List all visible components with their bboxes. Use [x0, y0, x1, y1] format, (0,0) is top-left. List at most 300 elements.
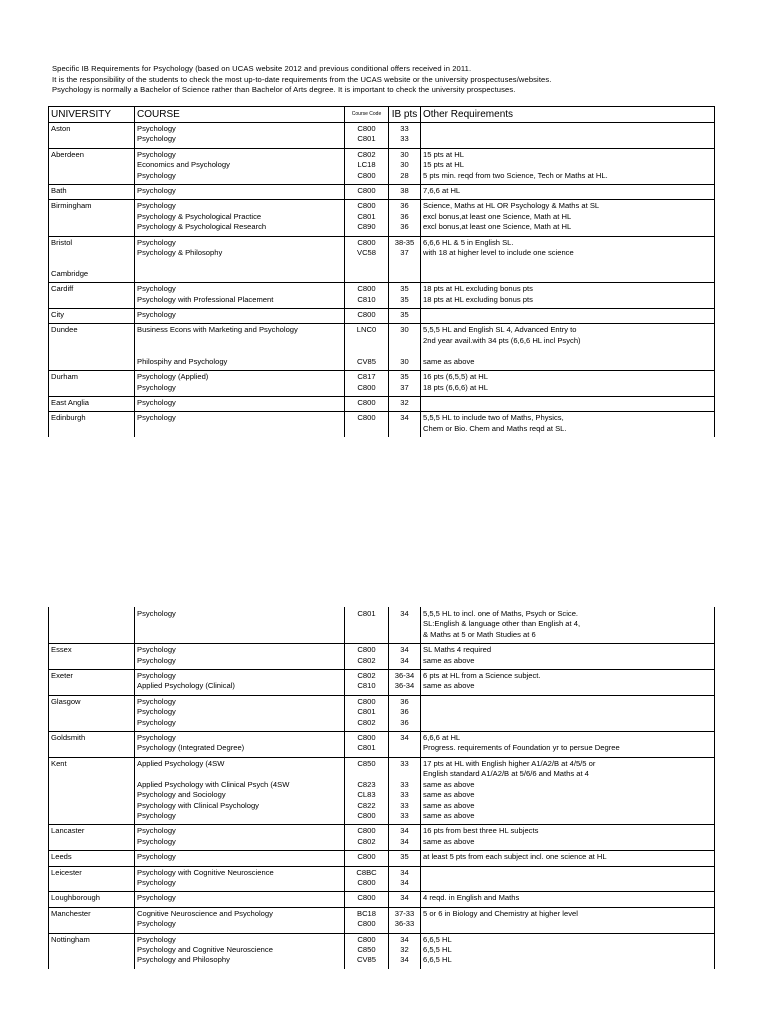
- course-cell: [135, 371, 345, 397]
- cell-line: Psychology: [137, 124, 176, 133]
- other-requirements-cell: [421, 607, 715, 644]
- cell-line: C800: [357, 733, 376, 743]
- other-requirements-cell: [421, 732, 715, 758]
- ib-points-cell: [389, 396, 421, 411]
- cell-line: C800: [357, 696, 376, 706]
- cell-line: 34: [400, 836, 409, 846]
- course-cell: [135, 200, 345, 236]
- cell-line: C850: [357, 944, 376, 954]
- cell-line: Psychology: [137, 149, 176, 159]
- cell-line: 6,6,6 HL & 5 in English SL.: [423, 237, 514, 247]
- cell-line: Psychology and Cognitive Neuroscience: [137, 944, 273, 954]
- cell-line: Psychology: [137, 826, 176, 836]
- cell-line: 36-34: [394, 681, 415, 691]
- table-row: [49, 324, 715, 371]
- course-code-cell: [345, 892, 389, 907]
- cell-line: 33: [400, 779, 409, 789]
- cell-line: LNC0: [356, 325, 377, 335]
- ib-points-cell: [389, 412, 421, 437]
- intro-line: Psychology is normally a Bachelor of Science rather than Bachelor of Arts degree. It is important to check the university prospectuses.: [52, 85, 516, 94]
- course-cell: [135, 670, 345, 696]
- cell-line: Psychology: [137, 733, 176, 743]
- other-requirements-cell: [421, 185, 715, 200]
- cell-line: 34: [400, 826, 409, 836]
- cell-line: 18 pts at HL excluding bonus pts: [423, 284, 533, 294]
- other-requirements-cell: [421, 148, 715, 184]
- cell-line: 5,5,5 HL to incl. one of Maths, Psych or Scice.: [423, 609, 579, 618]
- ib-points-cell: [389, 644, 421, 670]
- table-row: [49, 371, 715, 397]
- cell-line: [137, 336, 342, 346]
- course-cell: [135, 123, 345, 149]
- ib-points-cell: [389, 851, 421, 866]
- course-code-cell: [345, 283, 389, 309]
- course-code-cell: [345, 933, 389, 969]
- university-name: Aberdeen: [51, 149, 84, 159]
- university-name: Essex: [51, 645, 72, 655]
- university-name: Birmingham: [51, 201, 92, 211]
- course-code-cell: [345, 732, 389, 758]
- ib-points-cell: [389, 236, 421, 283]
- other-requirements-cell: [421, 933, 715, 969]
- ib-points-cell: [389, 283, 421, 309]
- cell-line: 6,6,5 HL: [423, 955, 452, 965]
- cell-line: 34: [400, 877, 409, 887]
- cell-line: C802: [357, 655, 376, 665]
- table-row: [49, 670, 715, 696]
- university-name: Kent: [51, 758, 67, 768]
- cell-line: C800: [357, 919, 376, 929]
- cell-line: [391, 743, 418, 753]
- university-name: Leicester: [51, 867, 82, 877]
- cell-line: [347, 336, 386, 346]
- course-cell: [135, 185, 345, 200]
- table-row: [49, 123, 715, 149]
- university-name: Manchester: [51, 908, 91, 918]
- table-row: [49, 866, 715, 892]
- header-university: UNIVERSITY: [49, 107, 135, 123]
- course-cell: [135, 695, 345, 731]
- course-cell: [135, 148, 345, 184]
- course-cell: [135, 607, 345, 644]
- cell-line: 5 pts min. reqd from two Science, Tech or Maths at HL.: [423, 170, 608, 180]
- other-requirements-cell: [421, 825, 715, 851]
- cell-line: Economics and Psychology: [137, 160, 230, 170]
- ib-points-cell: [389, 933, 421, 969]
- course-cell: [135, 236, 345, 283]
- ib-points-cell: [389, 148, 421, 184]
- cell-line: 33: [400, 134, 409, 144]
- cell-line: 33: [400, 758, 409, 768]
- table-row: [49, 907, 715, 933]
- cell-line: Psychology: [137, 934, 176, 944]
- cell-line: 16 pts (6,5,5) at HL: [423, 372, 489, 382]
- course-cell: [135, 825, 345, 851]
- cell-line: C8BC: [356, 867, 377, 877]
- course-code-cell: [345, 200, 389, 236]
- cell-line: Psychology: [137, 852, 176, 862]
- university-name: Bath: [51, 186, 67, 196]
- cell-line: 35: [400, 294, 409, 304]
- table-row: [49, 851, 715, 866]
- cell-line: C800: [357, 170, 376, 180]
- course-cell: [135, 644, 345, 670]
- cell-line: 30: [400, 149, 409, 159]
- ib-points-cell: [389, 309, 421, 324]
- cell-line: C890: [357, 222, 376, 232]
- cell-line: excl bonus,at least one Science, Math at HL: [423, 222, 572, 232]
- table-row: [49, 283, 715, 309]
- cell-line: 34: [400, 934, 409, 944]
- cell-line: C800: [357, 382, 376, 392]
- ib-points-cell: [389, 732, 421, 758]
- cell-line: Psychology: [137, 696, 176, 706]
- cell-line: Psychology: [137, 707, 176, 717]
- cell-line: 33: [400, 800, 409, 810]
- cell-line: same as above: [423, 681, 475, 691]
- university-name: East Anglia: [51, 397, 89, 407]
- cell-line: Science, Maths at HL OR Psychology & Maths at SL: [423, 201, 600, 211]
- cell-line: [391, 346, 418, 356]
- cell-line: VC58: [357, 248, 376, 258]
- cell-line: [347, 769, 386, 779]
- university-name: Goldsmith: [51, 733, 86, 743]
- university-cell: [49, 907, 135, 933]
- cell-line: [391, 769, 418, 779]
- cell-line: 37: [400, 248, 409, 258]
- table-header: [49, 107, 715, 123]
- university-cell: [49, 851, 135, 866]
- cell-line: Psychology: [137, 201, 176, 211]
- cell-line: 34: [400, 645, 409, 655]
- cell-line: 7,6,6 at HL: [423, 186, 461, 196]
- cell-line: 5,5,5 HL and English SL 4, Advanced Entry to: [423, 325, 577, 335]
- cell-line: Psychology: [137, 919, 176, 929]
- intro-line: It is the responsibility of the students to check the most up-to-date requirements from the UCAS website or the university prospectuses/websites.: [52, 74, 552, 84]
- cell-line: Applied Psychology (4SW: [137, 758, 225, 768]
- university-cell: [49, 123, 135, 149]
- cell-line: C801: [357, 743, 376, 753]
- cell-line: Psychology: [137, 170, 176, 180]
- cell-line: Psychology: [137, 413, 176, 423]
- cell-line: C810: [357, 681, 376, 691]
- cell-line: same as above: [423, 800, 475, 810]
- university-cell: [49, 200, 135, 236]
- ib-points-cell: [389, 866, 421, 892]
- university-name: [51, 609, 132, 619]
- requirements-table-bottom: [48, 607, 715, 969]
- university-cell: [49, 236, 135, 283]
- course-code-cell: [345, 866, 389, 892]
- cell-line: 34: [400, 655, 409, 665]
- header-ib-pts: IB pts: [389, 107, 421, 123]
- header-course: COURSE: [135, 107, 345, 123]
- cell-line: 32: [400, 397, 409, 407]
- course-code-cell: [345, 396, 389, 411]
- cell-line: 17 pts at HL with English higher A1/A2/B at 4/5/5 or: [423, 758, 596, 768]
- university-name: City: [51, 310, 65, 320]
- other-requirements-cell: [421, 396, 715, 411]
- other-requirements-cell: [421, 907, 715, 933]
- cell-line: C801: [357, 134, 376, 144]
- university-cell: [49, 283, 135, 309]
- university-cell: [49, 670, 135, 696]
- cell-line: Psychology: [137, 645, 176, 655]
- university-cell: [49, 825, 135, 851]
- course-code-cell: [345, 324, 389, 371]
- requirements-table-top: [48, 106, 715, 437]
- cell-line: Psychology: [137, 836, 176, 846]
- course-cell: [135, 866, 345, 892]
- table-row: [49, 148, 715, 184]
- cell-line: Business Econs with Marketing and Psychology: [137, 325, 298, 335]
- other-requirements-cell: [421, 236, 715, 283]
- cell-line: 6,6,6 at HL: [423, 733, 461, 743]
- cell-line: C800: [357, 413, 376, 423]
- cell-line: English standard A1/A2/B at 5/6/6 and Maths at 4: [423, 769, 589, 779]
- university-name: Leeds: [51, 852, 72, 862]
- table-row: [49, 892, 715, 907]
- cell-line: 6,6,5 HL: [423, 934, 452, 944]
- header-course-code: Course Code: [345, 107, 389, 123]
- cell-line: [423, 346, 712, 356]
- cell-line: 34: [400, 867, 409, 877]
- cell-line: Applied Psychology with Clinical Psych (4SW: [137, 779, 290, 789]
- course-code-cell: [345, 644, 389, 670]
- course-code-cell: [345, 695, 389, 731]
- cell-line: Psychology: [137, 382, 176, 392]
- cell-line: 35: [400, 372, 409, 382]
- cell-line: C810: [357, 294, 376, 304]
- cell-line: CL83: [357, 790, 376, 800]
- cell-line: Psychology: [137, 893, 176, 903]
- cell-line: C800: [357, 310, 376, 320]
- ib-points-cell: [389, 607, 421, 644]
- cell-line: Psychology: [137, 237, 176, 247]
- university-name: Durham: [51, 372, 79, 382]
- cell-line: CV85: [357, 955, 376, 965]
- cell-line: Psychology with Clinical Psychology: [137, 800, 259, 810]
- university-name: Lancaster: [51, 826, 85, 836]
- course-code-cell: [345, 309, 389, 324]
- university-cell: [49, 412, 135, 437]
- cell-line: Psychology: [137, 655, 176, 665]
- university-cell: [49, 695, 135, 731]
- cell-line: [137, 346, 342, 356]
- cell-line: 34: [400, 413, 409, 423]
- other-requirements-cell: [421, 695, 715, 731]
- cell-line: Psychology with Cognitive Neuroscience: [137, 867, 274, 877]
- ib-points-cell: [389, 371, 421, 397]
- cell-line: 36: [400, 717, 409, 727]
- cell-line: 34: [400, 609, 409, 618]
- ib-points-cell: [389, 123, 421, 149]
- cell-line: C800: [357, 893, 376, 903]
- cell-line: 6,5,5 HL: [423, 944, 452, 954]
- table-row: [49, 933, 715, 969]
- cell-line: C800: [357, 810, 376, 820]
- cell-line: 37-33: [394, 908, 415, 918]
- table-row: [49, 396, 715, 411]
- cell-line: Psychology & Philosophy: [137, 248, 223, 258]
- course-code-cell: [345, 185, 389, 200]
- cell-line: CV85: [357, 356, 376, 366]
- course-cell: [135, 933, 345, 969]
- cell-line: 5,5,5 HL to include two of Maths, Physics,: [423, 413, 564, 423]
- table-row: [49, 200, 715, 236]
- cell-line: C822: [357, 800, 376, 810]
- cell-line: 15 pts at HL: [423, 160, 464, 170]
- cell-line: 30: [400, 160, 409, 170]
- table-row: [49, 732, 715, 758]
- cell-line: 36: [400, 211, 409, 221]
- cell-line: 6 pts at HL from a Science subject.: [423, 671, 541, 681]
- cell-line: 34: [400, 733, 409, 743]
- cell-line: Progress. requirements of Foundation yr to persue Degree: [423, 743, 620, 753]
- table-row: [49, 695, 715, 731]
- cell-line: C802: [357, 717, 376, 727]
- other-requirements-cell: [421, 892, 715, 907]
- course-cell: [135, 907, 345, 933]
- other-requirements-cell: [421, 324, 715, 371]
- course-cell: [135, 851, 345, 866]
- cell-line: same as above: [423, 810, 475, 820]
- cell-line: Psychology: [137, 397, 176, 407]
- university-cell: [49, 324, 135, 371]
- cell-line: Psychology and Philosophy: [137, 955, 230, 965]
- course-code-cell: [345, 851, 389, 866]
- cell-line: 36: [400, 222, 409, 232]
- university-name: Glasgow: [51, 696, 81, 706]
- cell-line: BC18: [357, 908, 376, 918]
- course-cell: [135, 892, 345, 907]
- cell-line: [391, 336, 418, 346]
- cell-line: [137, 769, 342, 779]
- course-code-cell: [345, 371, 389, 397]
- course-code-cell: [345, 907, 389, 933]
- cell-line: 30: [400, 325, 409, 335]
- course-code-cell: [345, 148, 389, 184]
- cell-line: 30: [400, 356, 409, 366]
- table-row: [49, 309, 715, 324]
- university-name: Edinburgh: [51, 413, 86, 423]
- cell-line: 4 reqd. in English and Maths: [423, 893, 520, 903]
- table-row: [49, 607, 715, 644]
- other-requirements-cell: [421, 309, 715, 324]
- cell-line: C823: [357, 779, 376, 789]
- course-cell: [135, 309, 345, 324]
- cell-line: 16 pts from best three HL subjects: [423, 826, 539, 836]
- university-cell: [49, 892, 135, 907]
- cell-line: Psychology (Applied): [137, 372, 209, 382]
- cell-line: C800: [357, 201, 376, 211]
- other-requirements-cell: [421, 757, 715, 824]
- cell-line: 15 pts at HL: [423, 149, 464, 159]
- cell-line: Psychology: [137, 134, 176, 144]
- course-code-cell: [345, 412, 389, 437]
- cell-line: 33: [400, 124, 409, 133]
- university-name: Exeter: [51, 671, 73, 681]
- cell-line: SL Maths 4 required: [423, 645, 492, 655]
- cell-line: 32: [400, 944, 409, 954]
- intro-line: Specific IB Requirements for Psychology (based on UCAS website 2012 and previous conditional offers received in 2011.: [52, 64, 472, 73]
- cell-line: & Maths at 5 or Math Studies at 6: [423, 629, 536, 639]
- university-cell: [49, 371, 135, 397]
- cell-line: at least 5 pts from each subject incl. one science at HL: [423, 852, 607, 862]
- cell-line: Psychology & Psychological Practice: [137, 211, 262, 221]
- cell-line: 36: [400, 696, 409, 706]
- university-cell: [49, 644, 135, 670]
- cell-line: 38: [400, 186, 409, 196]
- cell-line: C800: [357, 397, 376, 407]
- cell-line: LC18: [357, 160, 376, 170]
- cell-line: 34: [400, 893, 409, 903]
- cell-line: 34: [400, 955, 409, 965]
- table-row: [49, 412, 715, 437]
- cell-line: C817: [357, 372, 376, 382]
- cell-line: Chem or Bio. Chem and Maths reqd at SL.: [423, 423, 567, 433]
- cell-line: 35: [400, 284, 409, 294]
- cell-line: Psychology: [137, 717, 176, 727]
- course-cell: [135, 732, 345, 758]
- ib-points-cell: [389, 324, 421, 371]
- other-requirements-cell: [421, 200, 715, 236]
- university-cell: [49, 185, 135, 200]
- cell-line: 28: [400, 170, 409, 180]
- cell-line: Psychology: [137, 310, 176, 320]
- cell-line: 36: [400, 707, 409, 717]
- course-code-cell: [345, 123, 389, 149]
- course-code-cell: [345, 236, 389, 283]
- table-row: [49, 825, 715, 851]
- cell-line: Applied Psychology (Clinical): [137, 681, 235, 691]
- cell-line: same as above: [423, 779, 475, 789]
- other-requirements-cell: [421, 283, 715, 309]
- cell-line: Psychology & Psychological Research: [137, 222, 267, 232]
- cell-line: Psychology with Professional Placement: [137, 294, 274, 304]
- cell-line: C800: [357, 284, 376, 294]
- course-cell: [135, 412, 345, 437]
- ib-points-cell: [389, 907, 421, 933]
- cell-line: C802: [357, 149, 376, 159]
- university-name: Bristol: [51, 237, 73, 247]
- ib-points-cell: [389, 670, 421, 696]
- other-requirements-cell: [421, 371, 715, 397]
- cell-line: 35: [400, 310, 409, 320]
- course-code-cell: [345, 757, 389, 824]
- cell-line: Psychology: [137, 284, 176, 294]
- university-cell: [49, 866, 135, 892]
- other-requirements-cell: [421, 866, 715, 892]
- cell-line: C800: [357, 934, 376, 944]
- course-code-cell: [345, 607, 389, 644]
- university-name: Cambridge: [51, 268, 89, 278]
- university-cell: [49, 757, 135, 824]
- university-name: Aston: [51, 124, 71, 133]
- cell-line: 36-33: [394, 919, 415, 929]
- university-name: Nottingham: [51, 934, 90, 944]
- cell-line: 37: [400, 382, 409, 392]
- ib-points-cell: [389, 185, 421, 200]
- other-requirements-cell: [421, 670, 715, 696]
- table-row: [49, 185, 715, 200]
- ib-points-cell: [389, 892, 421, 907]
- other-requirements-cell: [421, 123, 715, 149]
- university-cell: [49, 148, 135, 184]
- cell-line: 36-34: [394, 671, 415, 681]
- cell-line: 5 or 6 in Biology and Chemistry at higher level: [423, 908, 578, 918]
- cell-line: C802: [357, 671, 376, 681]
